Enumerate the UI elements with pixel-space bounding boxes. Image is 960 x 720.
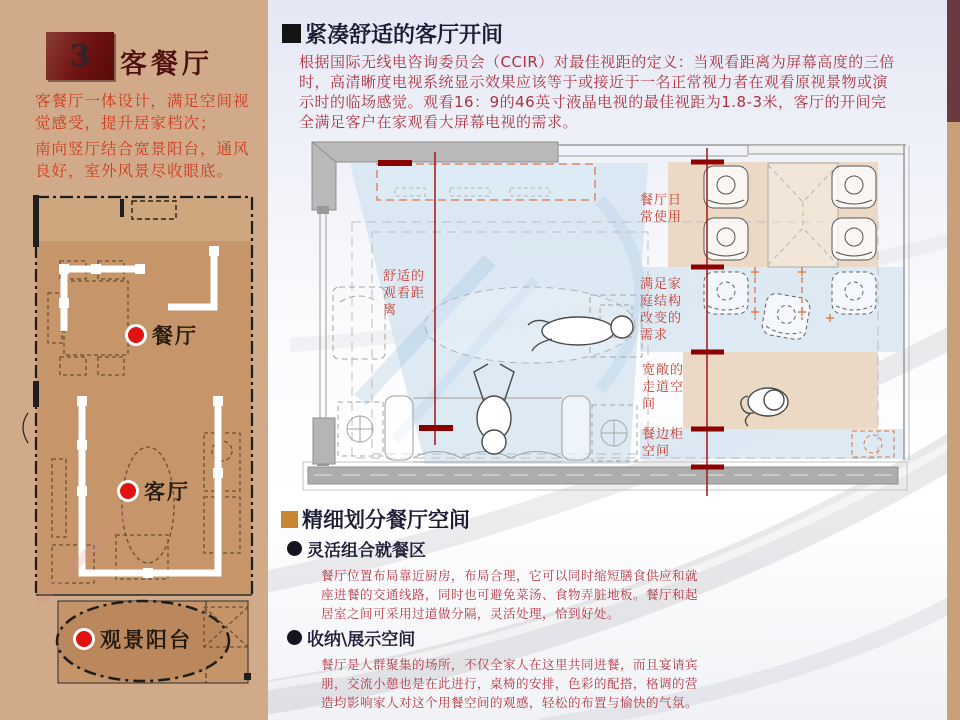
left-panel [0, 0, 268, 720]
dining-item-2-label: 收纳\展示空间 [307, 630, 416, 650]
room-label-text: 餐厅 [152, 324, 198, 348]
panel-paragraph-1: 客餐厅一体设计，满足空间视觉感受，提升居家档次； [35, 92, 250, 132]
room-label-dining [128, 320, 198, 350]
bullet-circle-icon [287, 541, 302, 556]
right-accent-bar-tan [947, 122, 960, 720]
right-accent-bar-maroon [947, 0, 960, 122]
section-living-body: 根据国际无线电咨询委员会（CCIR）对最佳视距的定义：当观看距离为屏幕高度的三倍时，高清晰度电视系统显示效果应该等于或接近于一名正常视力者在观看原视景物或演示时的临场感觉。观看16：9的46英寸液晶电视的最佳视距为1.8-3米，客厅的开间完全满足客户在家观看大屏幕电视的需求。 [299, 53, 895, 131]
apartment-floor-plan [8, 183, 260, 698]
room-label-text: 观景阳台 [100, 628, 192, 652]
room-label-balcony [76, 624, 192, 654]
living-dining-technical-plan [300, 140, 918, 500]
room-label-text: 客厅 [144, 480, 190, 504]
annotation-walkway: 宽敞的走道空间 [642, 363, 685, 412]
dining-item-1-label: 灵活组合就餐区 [307, 541, 426, 561]
red-dot-icon [120, 483, 136, 499]
dining-item-2-label-row [287, 625, 415, 650]
red-dot-icon [128, 327, 144, 343]
dining-item-2-body: 餐厅是人群聚集的场所，不仅全家人在这里共同进餐，而且宴请宾朋，交流小憩也是在此进行，桌椅的安排，色彩的配搭，格调的营造均影响家人对这个用餐空间的观感，轻松的布置与愉快的气氛。 [321, 657, 699, 710]
chapter-number-box [46, 32, 114, 80]
section-square-icon [282, 24, 301, 43]
section-dining-title: 精细划分餐厅空间 [302, 508, 470, 532]
section-square-icon [281, 511, 298, 528]
panel-title: 客餐厅 [120, 49, 213, 80]
section-living-title: 紧凑舒适的客厅开间 [305, 23, 504, 48]
panel-paragraph-2: 南向竖厅结合宽景阳台，通风良好，室外风景尽收眼底。 [35, 140, 250, 180]
annotation-viewing-distance: 舒适的观看距离 [383, 269, 426, 318]
annotation-dining-daily-use: 餐厅日常使用 [640, 193, 683, 225]
annotation-sideboard: 餐边柜空间 [642, 427, 685, 459]
annotation-family-change: 满足家庭结构改变的需求 [640, 277, 683, 343]
section-living-title-row [282, 18, 503, 49]
red-dot-icon [76, 631, 92, 647]
room-label-living [120, 476, 190, 506]
bullet-circle-icon [287, 630, 302, 645]
section-dining-title-row [281, 504, 470, 534]
chapter-number: 3 [69, 38, 91, 74]
dining-item-1-label-row [287, 536, 426, 561]
dining-item-1-body: 餐厅位置布局靠近厨房，布局合理，它可以同时缩短膳食供应和就座进餐的交通线路，同时也可避免菜汤、食物弄脏地板。餐厅和起居室之间可采用过道做分隔，灵活处理，恰到好处。 [321, 568, 699, 621]
technical-plan-drawing [300, 140, 918, 500]
